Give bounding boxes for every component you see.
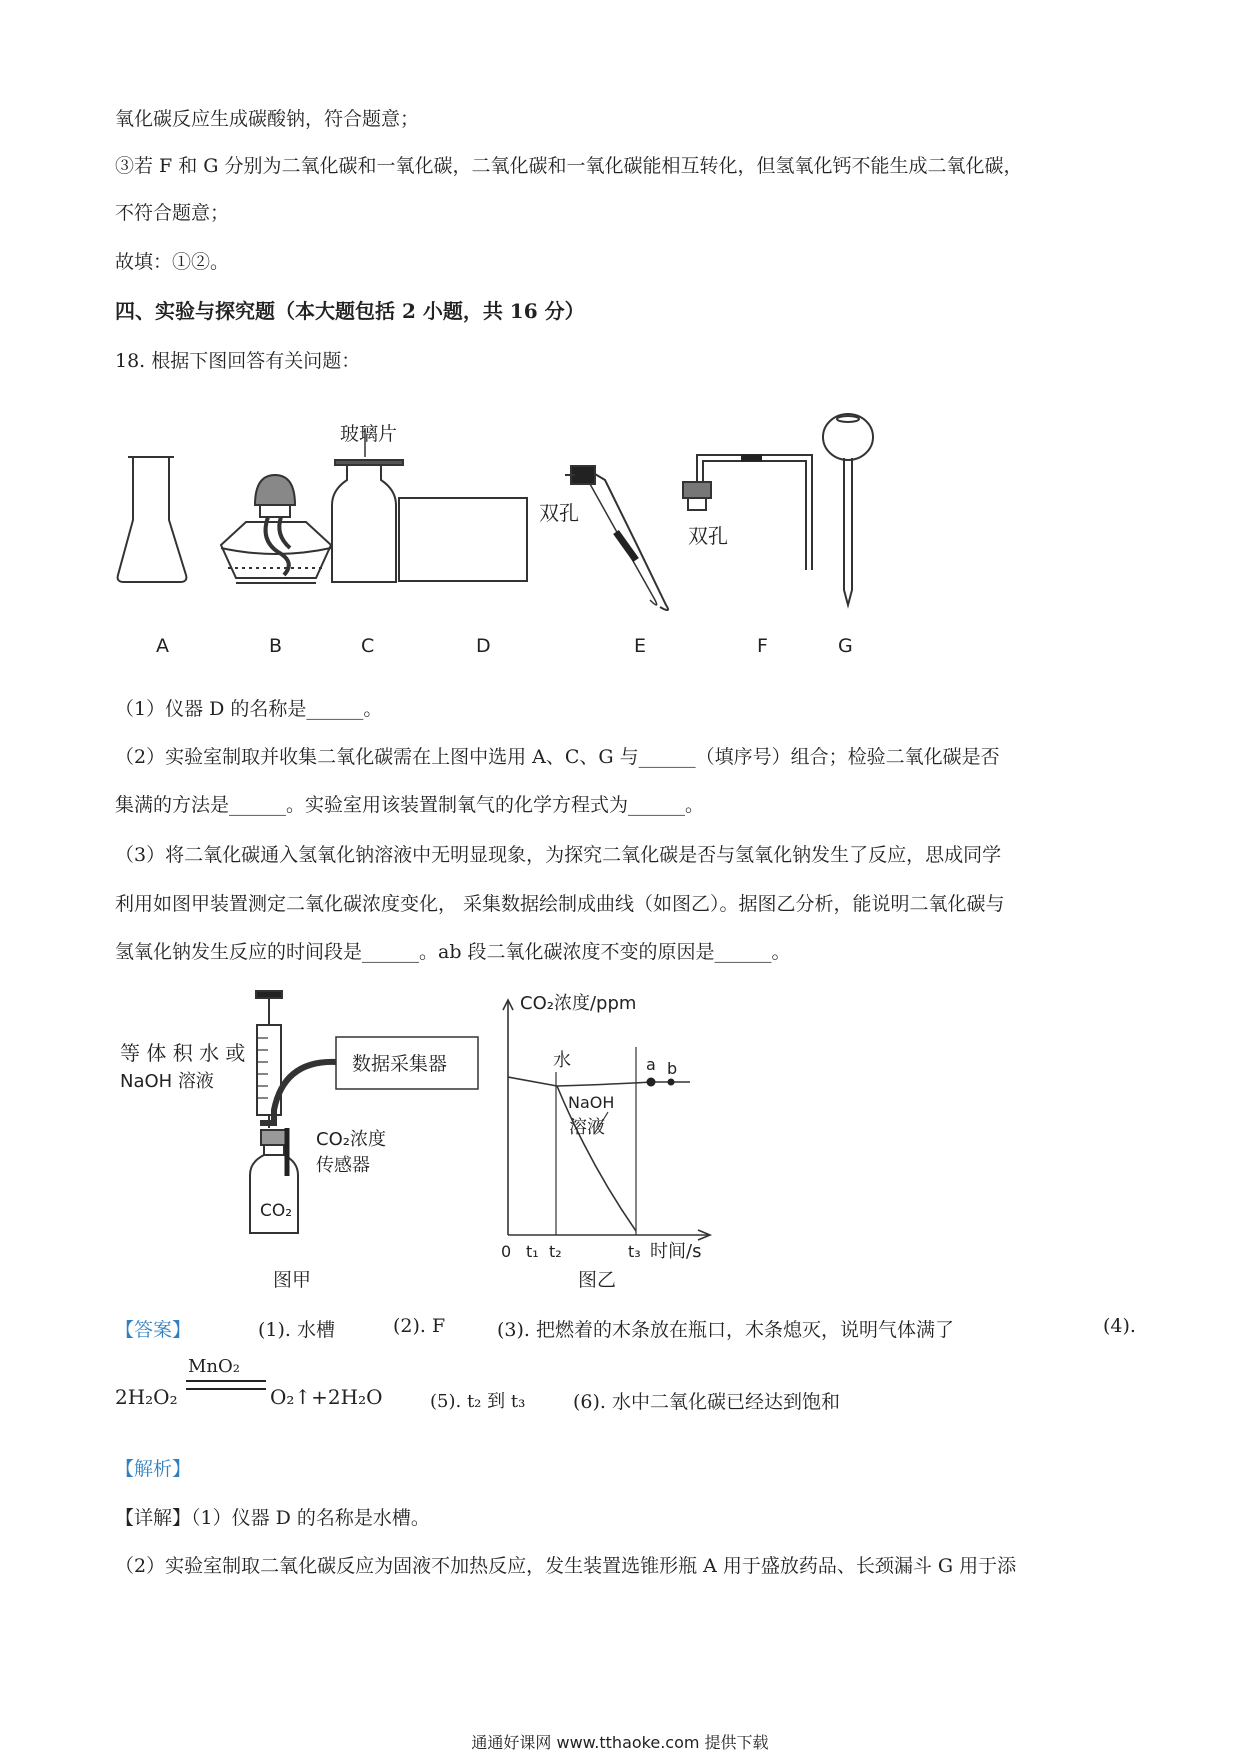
equation-equals: [186, 1380, 266, 1390]
figure-jia: [250, 991, 478, 1233]
bottle-co2-label: CO₂: [260, 1201, 293, 1221]
sensor-label-2: 传感器: [316, 1155, 370, 1176]
equation-catalyst: MnO₂: [188, 1356, 240, 1377]
tick-t2: t₂: [549, 1242, 562, 1261]
point-a: [647, 1078, 656, 1087]
answer-4-label: (4).: [1103, 1315, 1136, 1337]
tick-t1: t₁: [526, 1242, 539, 1261]
tick-0: 0: [501, 1242, 512, 1261]
analysis-label: 【解析】: [115, 1458, 192, 1480]
figure-yi-caption: 图乙: [578, 1269, 617, 1291]
question-3c: 氢氧化钠发生反应的时间段是______。ab 段二氧化碳浓度不变的原因是______。: [115, 941, 791, 963]
paragraph-4: 故填：①②。: [115, 251, 230, 273]
experiment-figures: [0, 980, 1240, 1300]
letter-e: E: [634, 635, 647, 657]
paragraph-2: ③若 F 和 G 分别为二氧化碳和一氧化碳，二氧化碳和一氧化碳能相互转化，但氢氧化钙不能生成二氧化碳，: [115, 155, 1023, 177]
detail-1: 【详解】（1）仪器 D 的名称是水槽。: [115, 1507, 430, 1529]
answer-label: 【答案】: [115, 1319, 192, 1341]
question-2a: （2）实验室制取并收集二氧化碳需在上图中选用 A、C、G 与______（填序号）组合；检验二氧化碳是否: [115, 746, 1000, 768]
long-neck-funnel-g: [823, 414, 873, 605]
conical-flask-a: [118, 457, 187, 582]
detail-2: （2）实验室制取二氧化碳反应为固液不加热反应，发生装置选锥形瓶 A 用于盛放药品、长颈漏斗 G 用于添: [115, 1555, 1017, 1577]
answer-6: (6). 水中二氧化碳已经达到饱和: [573, 1391, 840, 1413]
jia-left-label-2: NaOH 溶液: [120, 1071, 214, 1092]
letter-a: A: [156, 635, 169, 657]
figure-jia-caption: 图甲: [273, 1269, 312, 1291]
naoh-label-2: 溶液: [569, 1117, 605, 1138]
double-hole-label-e: 双孔: [539, 501, 579, 525]
letter-f: F: [757, 635, 768, 657]
alcohol-lamp-b: [221, 475, 331, 583]
naoh-label-1: NaOH: [568, 1093, 615, 1112]
yi-xlabel: 时间/s: [650, 1241, 702, 1262]
answer-2: (2). F: [393, 1315, 446, 1337]
question-2b: 集满的方法是______。实验室用该装置制氧气的化学方程式为______。: [115, 794, 705, 816]
bent-tube-e: [565, 466, 668, 610]
answer-5: (5). t₂ 到 t₃: [430, 1391, 526, 1412]
answer-3: (3). 把燃着的木条放在瓶口，木条熄灭，说明气体满了: [497, 1319, 954, 1341]
letter-b: B: [269, 635, 283, 657]
letter-g: G: [838, 635, 853, 657]
water-curve-label: 水: [553, 1050, 571, 1071]
equation-right: O₂↑+2H₂O: [270, 1385, 383, 1409]
figure-yi: [503, 1000, 710, 1240]
question-1: （1）仪器 D 的名称是______。: [115, 698, 383, 720]
equation-left: 2H₂O₂: [115, 1385, 178, 1409]
point-b-label: b: [667, 1059, 678, 1078]
tick-t3: t₃: [628, 1242, 641, 1261]
glass-plate-label: 玻璃片: [340, 423, 398, 445]
paragraph-3: 不符合题意；: [115, 202, 230, 224]
letter-c: C: [361, 635, 375, 657]
water-curve: [508, 1077, 690, 1086]
point-a-label: a: [646, 1055, 656, 1074]
answer-1: (1). 水槽: [258, 1319, 335, 1341]
point-b: [668, 1079, 675, 1086]
jia-left-label-1: 等 体 积 水 或: [120, 1041, 246, 1065]
stopper-tube-f: [683, 455, 812, 570]
letter-d: D: [476, 635, 491, 657]
question-18-stem: 18. 根据下图回答有关问题：: [115, 350, 361, 372]
question-3b: 利用如图甲装置测定二氧化碳浓度变化， 采集数据绘制成曲线（如图乙）。据图乙分析，能说明二氧化碳与: [115, 893, 1005, 915]
gas-jar-c: [332, 428, 403, 582]
yi-ylabel: CO₂浓度/ppm: [520, 993, 637, 1014]
apparatus-figure: [0, 0, 1240, 680]
section-heading: 四、实验与探究题（本大题包括 2 小题，共 16 分）: [115, 299, 585, 323]
question-3a: （3）将二氧化碳通入氢氧化钠溶液中无明显现象，为探究二氧化碳是否与氢氧化钠发生了反应，思成同学: [115, 844, 1002, 866]
data-collector-label: 数据采集器: [352, 1053, 448, 1075]
sensor-label-1: CO₂浓度: [316, 1129, 386, 1150]
water-trough-d: [399, 498, 527, 581]
page-footer: 通通好课网 www.tthaoke.com 提供下载: [471, 1733, 769, 1752]
paragraph-1: 氧化碳反应生成碳酸钠，符合题意；: [115, 108, 420, 130]
double-hole-label-f: 双孔: [688, 524, 728, 548]
